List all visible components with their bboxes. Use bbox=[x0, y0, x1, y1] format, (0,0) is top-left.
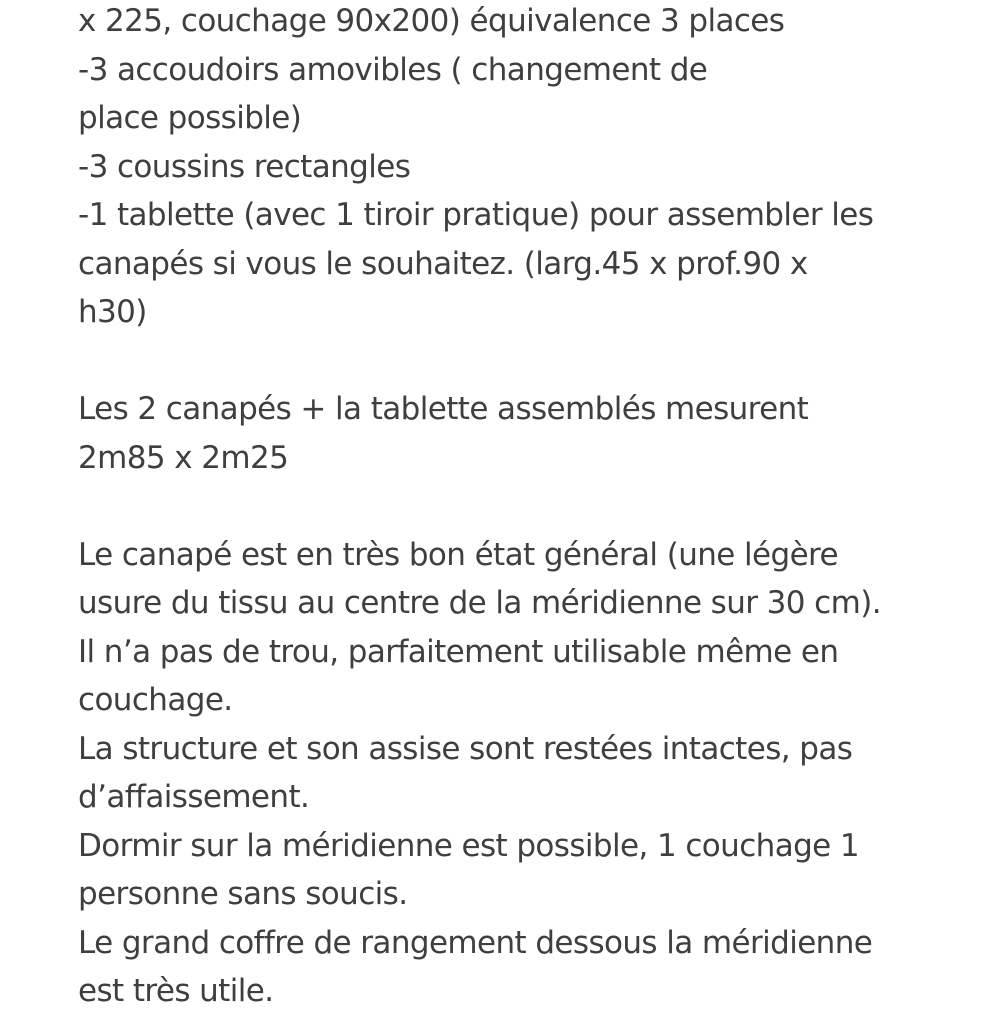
listing-description bbox=[78, 0, 978, 1016]
description-line: place possible) bbox=[78, 100, 302, 136]
description-line: Le canapé est en très bon état général (une légère bbox=[78, 536, 838, 573]
description-line: Dormir sur la méridienne est possible, 1 couchage 1 bbox=[78, 827, 860, 864]
description-line: x 225, couchage 90x200) équivalence 3 places bbox=[78, 3, 785, 39]
paragraph-spacer bbox=[78, 482, 978, 531]
description-line: canapés si vous le souhaitez. (larg.45 x prof.90 x bbox=[78, 245, 808, 282]
description-line: -3 accoudoirs amovibles ( changement de bbox=[78, 51, 708, 88]
description-line: Les 2 canapés + la tablette assemblés mesurent bbox=[78, 391, 809, 427]
description-line: personne sans soucis. bbox=[78, 876, 408, 912]
description-line: couchage. bbox=[78, 682, 233, 718]
description-line: Il n’a pas de trou, parfaitement utilisable même en bbox=[78, 633, 839, 670]
description-line: La structure et son assise sont restées intactes, pas bbox=[78, 730, 853, 767]
description-line: -3 coussins rectangles bbox=[78, 148, 411, 185]
description-line: d’affaissement. bbox=[78, 779, 310, 815]
description-line: -1 tablette (avec 1 tiroir pratique) pour assembler les bbox=[78, 197, 874, 233]
description-line: Le grand coffre de rangement dessous la méridienne bbox=[78, 924, 873, 961]
description-line: h30) bbox=[78, 294, 147, 330]
description-line: 2m85 x 2m25 bbox=[78, 439, 289, 476]
paragraph-spacer bbox=[78, 337, 978, 386]
description-line: usure du tissu au centre de la méridienne sur 30 cm). bbox=[78, 585, 881, 621]
description-line: est très utile. bbox=[78, 973, 274, 1009]
